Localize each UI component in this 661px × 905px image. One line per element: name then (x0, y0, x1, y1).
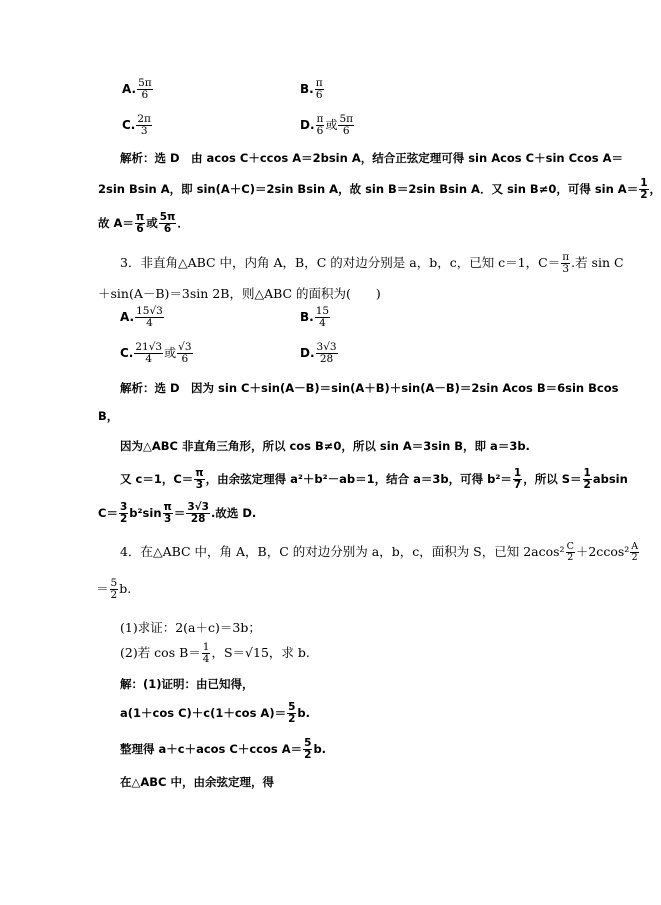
frac-num: 5π (339, 113, 354, 125)
text: ． (177, 216, 189, 231)
text: ，所以 S＝ (523, 472, 582, 487)
frac-num: 1 (513, 467, 522, 479)
fraction (137, 78, 153, 101)
fraction (119, 502, 128, 525)
fraction (513, 468, 522, 491)
frac-den: 2 (631, 552, 638, 563)
frac-den: 4 (202, 653, 210, 666)
fraction (177, 342, 192, 365)
q3-solution-line4 (120, 468, 628, 491)
frac-den: 2 (567, 552, 574, 563)
q4-solution-line3 (120, 738, 326, 761)
text: 又 c＝1，C＝ (120, 472, 194, 487)
frac-num: 2π (137, 113, 151, 125)
q2-solution-line2 (98, 178, 661, 201)
frac-num: 5π (138, 77, 152, 89)
fraction (110, 578, 119, 601)
frac-den: 2 (583, 479, 591, 492)
or-text: 或 (164, 346, 177, 361)
q3-solution-line2: B， (98, 409, 119, 423)
frac-den: 3 (140, 125, 148, 138)
option-label: B. (300, 310, 314, 325)
text: ， (649, 182, 661, 197)
frac-num: 15 (315, 305, 330, 317)
frac-num: π (163, 501, 172, 513)
frac-den: 6 (315, 89, 323, 102)
fraction (194, 468, 204, 491)
text: ，S＝√15，求 b. (211, 645, 310, 661)
q3-option-b (300, 306, 331, 329)
frac-num: 1 (202, 641, 210, 653)
frac-num: 15√3 (136, 305, 163, 317)
frac-den: 2 (110, 589, 118, 602)
frac-den: 6 (342, 125, 350, 138)
frac-num: π (135, 211, 145, 223)
frac-num: 5 (288, 701, 296, 713)
text: b. (313, 742, 327, 757)
frac-den: 6 (136, 223, 144, 236)
fraction (136, 114, 152, 137)
text: ＋2ccos² (575, 544, 630, 559)
frac-den: 6 (316, 125, 324, 138)
option-label: B. (300, 82, 314, 97)
frac-num: 3 (119, 501, 128, 513)
fraction (186, 502, 210, 525)
frac-num: π (316, 113, 324, 125)
frac-num: A (631, 541, 639, 553)
text: .故选 D. (210, 506, 257, 521)
frac-den: 4 (145, 353, 153, 366)
frac-den: 2 (288, 713, 296, 726)
fraction (583, 468, 592, 491)
frac-den: 2 (119, 513, 128, 526)
q4-stem-line1 (120, 542, 640, 563)
frac-num: 3√3 (316, 341, 337, 353)
q3-option-a (120, 306, 165, 329)
q4-solution-line1: 解：(1)证明：由已知得， (120, 677, 254, 691)
frac-den: 4 (319, 317, 326, 330)
fraction (630, 542, 639, 563)
fraction (134, 342, 163, 365)
text: 整理得 a＋c＋acos C＋ccos A＝ (120, 742, 303, 757)
fraction (316, 342, 338, 365)
fraction (338, 114, 354, 137)
option-label: D. (300, 346, 315, 361)
q2-solution-line1: 解析：选 D 由 acos C＋ccos A＝2bsin A，结合正弦定理可得 sin Acos C＋sin Ccos A＝ (120, 151, 623, 165)
frac-den: 2 (304, 749, 312, 762)
option-label: C. (122, 118, 136, 133)
q4-solution-line4: 在△ABC 中，由余弦定理，得 (120, 775, 274, 789)
frac-num: π (562, 251, 570, 263)
fraction (566, 542, 575, 563)
q3-solution-line3: 因为△ABC 非直角三角形，所以 cos B≠0，所以 sin A＝3sin B，即 a＝3b. (120, 439, 530, 453)
q3-solution-line5 (98, 502, 256, 525)
q3-solution-line1: 解析：选 D 因为 sin C＋sin(A－B)＝sin(A＋B)＋sin(A－B)＝2sin Acos B＝6sin Bcos (120, 381, 619, 395)
fraction (163, 502, 173, 525)
fraction (316, 114, 325, 137)
option-label: A. (120, 310, 135, 325)
text: .若 sin C (571, 255, 624, 271)
frac-num: π (195, 467, 204, 479)
frac-num: π (315, 77, 323, 89)
text: 4．在△ABC 中，角 A，B，C 的对边分别为 a，b，c，面积为 S，已知 2acos² (120, 544, 565, 559)
text: ＝ (173, 506, 186, 521)
text: ，由余弦定理得 a²＋b²－ab＝1，结合 a＝3b，可得 b²＝ (205, 472, 512, 487)
text: b²sin (129, 506, 162, 521)
frac-num: 3√3 (187, 501, 209, 513)
frac-num: 1 (583, 467, 591, 479)
q4-solution-line2 (120, 702, 310, 725)
frac-num: √3 (178, 341, 192, 353)
text: b. (297, 706, 310, 721)
text: C＝ (98, 506, 118, 521)
text: 2sin Bsin A，即 sin(A＋C)＝2sin Bsin A，故 sin B＝2sin Bsin A．又 sin B≠0，可得 sin A＝ (98, 182, 639, 197)
frac-den: 6 (141, 89, 149, 102)
frac-num: C (566, 541, 574, 553)
q4-stem-line2 (96, 578, 131, 601)
fraction (135, 212, 145, 235)
option-label: A. (122, 82, 137, 97)
or-text: 或 (325, 118, 338, 133)
q4-part2 (120, 642, 310, 665)
text: ＝ (96, 581, 109, 597)
q3-stem-line2: ＋sin(A－B)＝3sin 2B，则△ABC 的面积为( ) (98, 286, 381, 301)
text: 3．非直角△ABC 中，内角 A，B，C 的对边分别是 a，b，c，已知 c＝1，C＝ (120, 255, 561, 271)
fraction (159, 212, 177, 235)
frac-den: 28 (319, 353, 334, 366)
option-d (300, 114, 355, 137)
option-a (122, 78, 154, 101)
frac-den: 3 (164, 513, 172, 526)
option-label: C. (120, 346, 134, 361)
frac-den: 7 (513, 479, 522, 492)
frac-num: 1 (640, 177, 648, 189)
or-text: 或 (146, 216, 158, 231)
frac-den: 2 (640, 189, 648, 202)
frac-den: 6 (163, 223, 172, 236)
fraction (561, 252, 570, 275)
option-label: D. (300, 118, 315, 133)
frac-den: 6 (181, 353, 189, 366)
text: (2)若 cos B＝ (120, 645, 201, 661)
text: absin (592, 472, 628, 487)
text: b. (119, 581, 132, 597)
frac-den: 3 (195, 479, 204, 492)
q3-stem-line1 (120, 252, 624, 275)
fraction (287, 702, 296, 725)
text: 故 A＝ (98, 216, 134, 231)
fraction (315, 78, 324, 101)
frac-den: 4 (146, 317, 153, 330)
fraction (303, 738, 312, 761)
frac-num: 5 (110, 577, 118, 589)
fraction (202, 642, 211, 665)
q4-part1: (1)求证：2(a＋c)＝3b； (120, 620, 261, 635)
frac-num: 21√3 (135, 341, 163, 353)
frac-num: 5 (304, 737, 312, 749)
fraction (639, 178, 648, 201)
q3-option-d (300, 342, 339, 365)
option-b (300, 78, 325, 101)
frac-num: 5π (159, 211, 176, 223)
frac-den: 28 (190, 513, 206, 526)
fraction (315, 306, 330, 329)
text: a(1＋cos C)＋c(1＋cos A)＝ (120, 706, 287, 721)
q2-solution-line3 (98, 212, 189, 235)
fraction (135, 306, 164, 329)
option-c (122, 114, 153, 137)
frac-den: 3 (562, 263, 569, 276)
q3-option-c (120, 342, 194, 365)
